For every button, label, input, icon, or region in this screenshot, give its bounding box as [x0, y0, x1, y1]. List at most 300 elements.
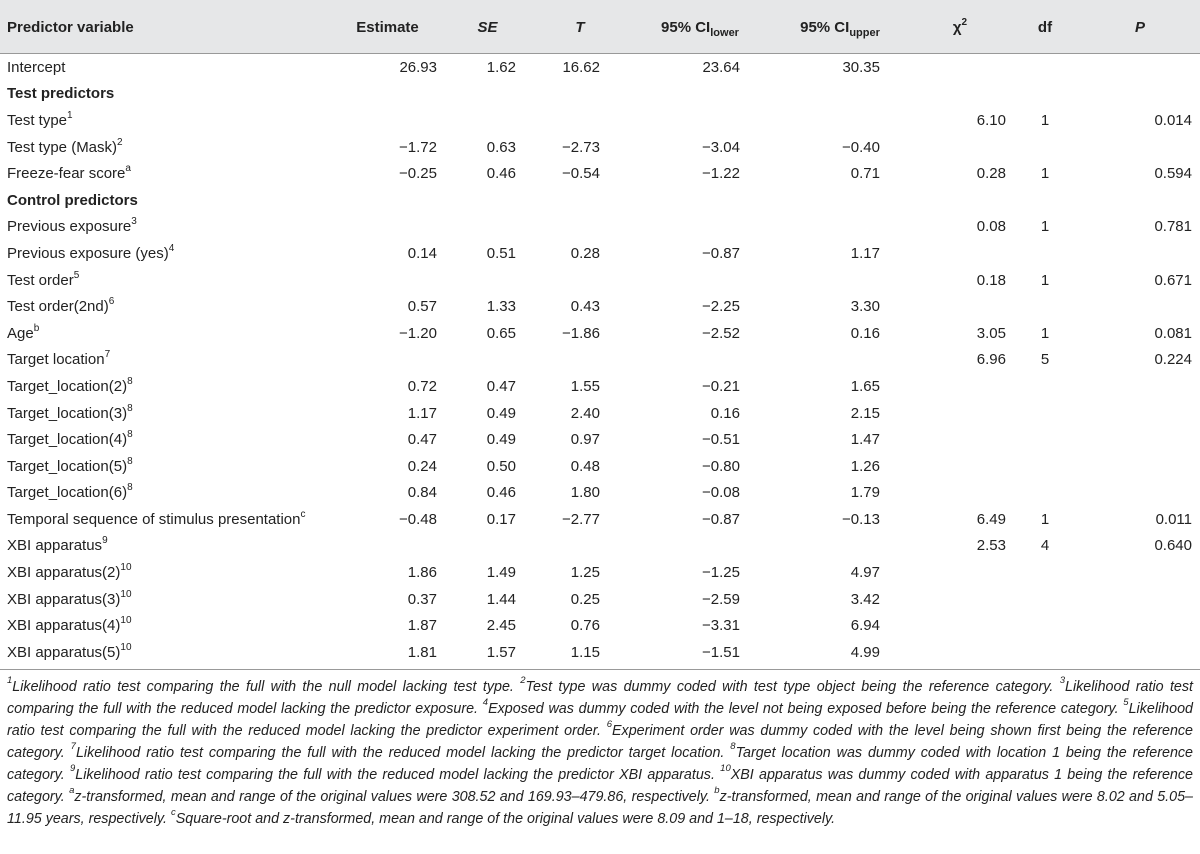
- estimate-cell: −1.20: [399, 324, 437, 342]
- footnote-marker: 8: [730, 741, 736, 753]
- estimate-cell: 1.17: [407, 404, 437, 422]
- estimate-cell: [330, 187, 445, 214]
- estimate-cell: [330, 107, 445, 134]
- df-cell: 1: [1040, 165, 1050, 183]
- ci-lower-cell: −0.21: [702, 377, 740, 395]
- predictor-label: Temporal sequence of stimulus presentation: [7, 510, 301, 528]
- footnote-text: Likelihood ratio test comparing the full with the reduced model lacking the predictor XBI apparatus.: [75, 767, 715, 783]
- chi2-cell: [910, 453, 1010, 480]
- chi2-cell: [910, 586, 1010, 613]
- p-cell: [1080, 293, 1200, 320]
- ci-lower-cell: −0.80: [702, 457, 740, 475]
- footnote-marker: 4: [482, 697, 489, 709]
- predictor-label: XBI apparatus: [7, 537, 103, 555]
- footnote-marker: 1: [7, 675, 13, 687]
- t-cell: 0.48: [570, 457, 600, 475]
- ci-lower-cell: [630, 533, 770, 560]
- footnote-marker: 6: [606, 719, 613, 731]
- p-cell: [1080, 612, 1200, 639]
- se-cell: 1.33: [486, 298, 516, 316]
- se-cell: 0.63: [486, 138, 516, 156]
- chi2-cell: 0.18: [976, 271, 1006, 289]
- chi2-cell: [910, 612, 1010, 639]
- footnote-marker: 10: [120, 562, 132, 574]
- df-cell: [1010, 187, 1080, 214]
- table-row: [0, 533, 1200, 560]
- predictor-cell: [0, 134, 330, 161]
- p-cell: [1080, 586, 1200, 613]
- footnote-text: Likelihood ratio test comparing the full with the null model lacking test type.: [12, 679, 514, 695]
- ci-lower-cell: −1.51: [702, 643, 740, 661]
- predictor-cell: [0, 214, 330, 241]
- footnote-marker: 9: [69, 763, 76, 775]
- df-cell: [1010, 612, 1080, 639]
- table-row: [0, 586, 1200, 613]
- ci-lower-cell: [630, 347, 770, 374]
- ci-upper-cell: 1.79: [850, 484, 880, 502]
- chi2-cell: 0.08: [976, 218, 1006, 236]
- predictor-label: Test order(2nd): [7, 298, 109, 316]
- predictor-label: Target_location(2): [7, 377, 128, 395]
- p-cell: 0.594: [1154, 165, 1192, 183]
- t-cell: 1.80: [570, 484, 600, 502]
- p-cell: 0.011: [1155, 510, 1192, 528]
- footnote-text: Target location was dummy coded with location 1 being the reference category.: [7, 745, 1193, 783]
- df-cell: [1010, 639, 1080, 666]
- predictor-cell: [0, 373, 330, 400]
- se-cell: 0.50: [486, 457, 516, 475]
- ci-lower-cell: [630, 81, 770, 108]
- estimate-cell: −1.72: [399, 138, 437, 156]
- p-cell: [1080, 54, 1200, 81]
- ci-upper-cell: [770, 347, 910, 374]
- estimate-cell: [330, 81, 445, 108]
- t-cell: [530, 267, 630, 294]
- chi2-cell: [910, 240, 1010, 267]
- predictor-label: Freeze-fear score: [7, 165, 126, 183]
- footnote-text: Likelihood ratio test comparing the full with the reduced model lacking the predictor exposure.: [7, 679, 1193, 717]
- section-row: [0, 81, 1200, 108]
- p-cell: [1080, 187, 1200, 214]
- header-chi-main: χ: [952, 18, 962, 36]
- t-cell: 0.25: [570, 590, 600, 608]
- se-cell: 0.46: [486, 484, 516, 502]
- estimate-cell: 0.37: [407, 590, 437, 608]
- predictor-label: Test type: [7, 111, 68, 129]
- p-cell: 0.671: [1154, 271, 1192, 289]
- ci-upper-cell: 1.65: [850, 377, 880, 395]
- footnote-marker: 7: [104, 349, 111, 361]
- se-cell: [445, 214, 530, 241]
- ci-lower-cell: [630, 107, 770, 134]
- t-cell: [530, 214, 630, 241]
- se-cell: [445, 533, 530, 560]
- predictor-cell: [0, 400, 330, 427]
- predictor-cell: [0, 480, 330, 507]
- header-ci-lower-sub: lower: [710, 26, 739, 39]
- t-cell: 0.28: [570, 244, 600, 262]
- t-cell: [530, 347, 630, 374]
- ci-upper-cell: [770, 267, 910, 294]
- predictor-cell: [0, 293, 330, 320]
- t-cell: 1.55: [570, 377, 600, 395]
- se-cell: 1.49: [486, 564, 516, 582]
- df-cell: 1: [1040, 510, 1050, 528]
- footnote-marker: 5: [1123, 697, 1129, 709]
- footnote-marker: 10: [720, 763, 731, 775]
- df-cell: 4: [1040, 537, 1050, 555]
- predictor-label: XBI apparatus(5): [7, 643, 121, 661]
- se-cell: 0.51: [486, 244, 516, 262]
- predictor-label: Target_location(4): [7, 431, 128, 449]
- estimate-cell: [330, 347, 445, 374]
- predictor-cell: [0, 54, 330, 81]
- predictor-cell: [0, 533, 330, 560]
- section-row: [0, 187, 1200, 214]
- table-row: [0, 400, 1200, 427]
- predictor-label: Age: [7, 324, 34, 342]
- se-cell: 1.57: [486, 643, 516, 661]
- footnote-text: z-transformed, mean and range of the original values were 8.02 and 5.05–11.95 years, respectively.: [7, 789, 1193, 827]
- predictor-label: XBI apparatus(3): [7, 590, 121, 608]
- estimate-cell: 0.57: [407, 298, 437, 316]
- table-row: [0, 453, 1200, 480]
- t-cell: [530, 81, 630, 108]
- footnote-marker: 2: [117, 136, 123, 148]
- footnote-text: Likelihood ratio test comparing the full with the reduced model lacking the predictor target location.: [75, 745, 725, 761]
- predictor-label: Control predictors: [7, 191, 138, 209]
- footnote-marker: 1: [67, 109, 73, 121]
- estimate-cell: [330, 214, 445, 241]
- p-cell: 0.781: [1154, 218, 1192, 236]
- ci-upper-cell: [770, 81, 910, 108]
- header-ci-upper: [770, 0, 910, 54]
- predictor-label: Test type (Mask): [7, 138, 118, 156]
- footnote-marker: 10: [120, 588, 132, 600]
- footnote-marker: c: [170, 807, 176, 819]
- chi2-cell: 6.10: [976, 111, 1006, 129]
- t-cell: [530, 533, 630, 560]
- predictor-cell: [0, 267, 330, 294]
- table-row: [0, 267, 1200, 294]
- predictor-cell: [0, 160, 330, 187]
- header-estimate: Estimate: [356, 18, 419, 36]
- df-cell: [1010, 81, 1080, 108]
- predictor-label: Intercept: [7, 58, 66, 76]
- ci-upper-cell: −0.13: [842, 510, 880, 528]
- p-cell: 0.224: [1154, 351, 1192, 369]
- ci-lower-cell: −1.22: [702, 165, 740, 183]
- table-row: [0, 54, 1200, 81]
- predictor-label: Target location: [7, 351, 105, 369]
- ci-upper-cell: 4.97: [850, 564, 880, 582]
- p-cell: [1080, 400, 1200, 427]
- table-row: [0, 293, 1200, 320]
- p-cell: [1080, 240, 1200, 267]
- bottom-rule: [0, 669, 1200, 670]
- estimate-cell: 0.47: [407, 431, 437, 449]
- chi2-cell: 2.53: [976, 537, 1006, 555]
- predictor-cell: [0, 586, 330, 613]
- footnote-marker: 7: [70, 741, 76, 753]
- predictor-label: XBI apparatus(2): [7, 564, 121, 582]
- df-cell: [1010, 240, 1080, 267]
- footnote-marker: 10: [120, 641, 132, 653]
- ci-lower-cell: −3.31: [702, 617, 740, 635]
- estimate-cell: 26.93: [399, 58, 437, 76]
- p-cell: 0.640: [1154, 537, 1192, 555]
- header-row: [0, 0, 1200, 54]
- ci-lower-cell: [630, 187, 770, 214]
- ci-upper-cell: −0.40: [842, 138, 880, 156]
- predictor-cell: [0, 81, 330, 108]
- footnote-marker: 9: [102, 535, 108, 547]
- chi2-cell: [910, 54, 1010, 81]
- predictor-label: Previous exposure (yes): [7, 244, 169, 262]
- predictor-cell: [0, 347, 330, 374]
- estimate-cell: 1.86: [407, 564, 437, 582]
- table-row: [0, 134, 1200, 161]
- predictor-label: Target_location(5): [7, 457, 128, 475]
- p-cell: [1080, 426, 1200, 453]
- se-cell: 2.45: [486, 617, 516, 635]
- header-df: df: [1037, 18, 1053, 36]
- chi2-cell: 0.28: [976, 165, 1006, 183]
- predictor-cell: [0, 107, 330, 134]
- ci-upper-cell: 3.42: [850, 590, 880, 608]
- se-cell: 0.49: [486, 431, 516, 449]
- ci-upper-cell: 6.94: [850, 617, 880, 635]
- df-cell: [1010, 426, 1080, 453]
- se-cell: 0.49: [486, 404, 516, 422]
- t-cell: 0.76: [570, 617, 600, 635]
- table-row: [0, 347, 1200, 374]
- predictor-cell: [0, 187, 330, 214]
- ci-lower-cell: [630, 267, 770, 294]
- predictor-label: XBI apparatus(4): [7, 617, 121, 635]
- df-cell: [1010, 559, 1080, 586]
- chi2-cell: [910, 373, 1010, 400]
- chi2-cell: [910, 293, 1010, 320]
- p-cell: [1080, 134, 1200, 161]
- table-row: [0, 240, 1200, 267]
- predictor-cell: [0, 612, 330, 639]
- t-cell: 16.62: [562, 58, 600, 76]
- footnote-marker: 3: [1059, 675, 1066, 687]
- footnote-marker: b: [33, 322, 40, 334]
- p-cell: [1080, 453, 1200, 480]
- p-cell: 0.081: [1154, 324, 1192, 342]
- t-cell: 0.43: [570, 298, 600, 316]
- table-row: [0, 506, 1200, 533]
- se-cell: 0.65: [486, 324, 516, 342]
- footnote-marker: 2: [520, 675, 526, 687]
- ci-lower-cell: −2.52: [702, 324, 740, 342]
- footnote-marker: 10: [120, 615, 132, 627]
- df-cell: 1: [1040, 271, 1050, 289]
- df-cell: [1010, 453, 1080, 480]
- chi2-cell: [910, 187, 1010, 214]
- footnote-text: Experiment order was dummy coded with the level being shown first being the reference category.: [7, 723, 1193, 761]
- se-cell: [445, 347, 530, 374]
- ci-upper-cell: 30.35: [842, 58, 880, 76]
- chi2-cell: [910, 559, 1010, 586]
- chi2-cell: 3.05: [976, 324, 1006, 342]
- footnote-text: Square-root and z-transformed, mean and range of the original values were 8.09 and 1–18, respectively.: [175, 811, 836, 827]
- ci-lower-cell: −1.25: [702, 564, 740, 582]
- footnote-marker: 8: [127, 482, 133, 494]
- se-cell: 0.17: [486, 510, 516, 528]
- header-ci-upper-main: 95% CI: [800, 18, 850, 36]
- ci-lower-cell: −2.59: [702, 590, 740, 608]
- estimate-cell: 1.81: [407, 643, 437, 661]
- ci-upper-cell: [770, 107, 910, 134]
- ci-upper-cell: 3.30: [850, 298, 880, 316]
- table-row: [0, 214, 1200, 241]
- ci-lower-cell: −0.87: [702, 510, 740, 528]
- footnote-text: XBI apparatus was dummy coded with apparatus 1 being the reference category.: [7, 767, 1193, 805]
- p-cell: [1080, 559, 1200, 586]
- t-cell: [530, 187, 630, 214]
- footnote-text: Exposed was dummy coded with the level not being exposed before being the reference category.: [488, 701, 1119, 717]
- footnote-text: Likelihood ratio test comparing the full with the reduced model lacking the predictor experiment order.: [7, 701, 1193, 739]
- estimate-cell: [330, 267, 445, 294]
- footnote-marker: 8: [127, 429, 133, 441]
- predictor-cell: [0, 506, 330, 533]
- ci-upper-cell: 1.17: [850, 244, 880, 262]
- t-cell: 1.15: [570, 643, 600, 661]
- df-cell: [1010, 293, 1080, 320]
- header-ci-upper-sub: upper: [849, 26, 880, 39]
- table-row: [0, 426, 1200, 453]
- chi2-cell: [910, 639, 1010, 666]
- footnote-marker: 6: [108, 296, 115, 308]
- ci-upper-cell: 2.15: [850, 404, 880, 422]
- table-footnote: [7, 676, 1193, 830]
- header-p: P: [1134, 18, 1145, 36]
- predictor-cell: [0, 453, 330, 480]
- table-row: [0, 612, 1200, 639]
- predictor-label: Test predictors: [7, 85, 115, 103]
- predictor-label: Previous exposure: [7, 218, 132, 236]
- estimate-cell: 0.24: [407, 457, 437, 475]
- predictor-label: Target_location(6): [7, 484, 128, 502]
- footnote-marker: 4: [168, 242, 175, 254]
- chi2-cell: [910, 134, 1010, 161]
- df-cell: [1010, 134, 1080, 161]
- estimate-cell: −0.48: [399, 510, 437, 528]
- p-cell: 0.014: [1154, 111, 1192, 129]
- header-predictor: Predictor variable: [7, 18, 134, 36]
- ci-upper-cell: [770, 187, 910, 214]
- header-ci-lower: [630, 0, 770, 54]
- estimate-cell: 0.14: [407, 244, 437, 262]
- table-row: [0, 107, 1200, 134]
- ci-upper-cell: 1.26: [850, 457, 880, 475]
- predictor-label: Test order: [7, 271, 74, 289]
- footnote-marker: 3: [131, 216, 137, 228]
- table-row: [0, 160, 1200, 187]
- t-cell: −2.77: [562, 510, 600, 528]
- header-ci-lower-main: 95% CI: [661, 18, 711, 36]
- se-cell: 0.47: [486, 377, 516, 395]
- ci-lower-cell: [630, 214, 770, 241]
- se-cell: 1.44: [486, 590, 516, 608]
- footnote-marker: 8: [127, 402, 133, 414]
- predictor-cell: [0, 426, 330, 453]
- se-cell: [445, 267, 530, 294]
- ci-lower-cell: −0.51: [702, 431, 740, 449]
- p-cell: [1080, 639, 1200, 666]
- estimate-cell: 0.84: [407, 484, 437, 502]
- ci-lower-cell: −0.08: [702, 484, 740, 502]
- chi2-cell: 6.96: [976, 351, 1006, 369]
- table-row: [0, 373, 1200, 400]
- ci-upper-cell: 4.99: [850, 643, 880, 661]
- t-cell: 1.25: [570, 564, 600, 582]
- ci-upper-cell: 0.71: [850, 165, 880, 183]
- df-cell: [1010, 373, 1080, 400]
- table-row: [0, 320, 1200, 347]
- table-row: [0, 639, 1200, 666]
- chi2-cell: [910, 480, 1010, 507]
- se-cell: [445, 81, 530, 108]
- footnote-marker: 8: [127, 375, 133, 387]
- footnote-text: Test type was dummy coded with test type object being the reference category.: [525, 679, 1054, 695]
- footnote-text: z-transformed, mean and range of the original values were 308.52 and 169.93–479.86, respectively.: [74, 789, 710, 805]
- df-cell: [1010, 480, 1080, 507]
- t-cell: 0.97: [570, 431, 600, 449]
- p-cell: [1080, 81, 1200, 108]
- ci-lower-cell: −2.25: [702, 298, 740, 316]
- estimate-cell: 0.72: [407, 377, 437, 395]
- ci-lower-cell: 0.16: [710, 404, 740, 422]
- footnote-marker: 8: [127, 455, 133, 467]
- table-row: [0, 480, 1200, 507]
- predictor-cell: [0, 559, 330, 586]
- chi2-cell: 6.49: [976, 510, 1006, 528]
- df-cell: 5: [1040, 351, 1050, 369]
- footnote-marker: b: [714, 785, 720, 797]
- t-cell: [530, 107, 630, 134]
- df-cell: [1010, 586, 1080, 613]
- footnote-marker: a: [125, 163, 131, 175]
- t-cell: −1.86: [562, 324, 600, 342]
- se-cell: 0.46: [486, 165, 516, 183]
- p-cell: [1080, 373, 1200, 400]
- table-row: [0, 559, 1200, 586]
- estimate-cell: −0.25: [399, 165, 437, 183]
- ci-upper-cell: [770, 214, 910, 241]
- ci-lower-cell: −3.04: [702, 138, 740, 156]
- ci-upper-cell: 0.16: [850, 324, 880, 342]
- header-chi2: [910, 0, 1010, 54]
- header-t: T: [575, 18, 585, 36]
- se-cell: [445, 107, 530, 134]
- header-chi-sup: 2: [961, 16, 968, 28]
- chi2-cell: [910, 81, 1010, 108]
- df-cell: [1010, 54, 1080, 81]
- estimate-cell: 1.87: [407, 617, 437, 635]
- predictor-cell: [0, 320, 330, 347]
- predictor-cell: [0, 639, 330, 666]
- t-cell: 2.40: [570, 404, 600, 422]
- ci-upper-cell: 1.47: [850, 431, 880, 449]
- t-cell: −2.73: [562, 138, 600, 156]
- predictor-label: Target_location(3): [7, 404, 128, 422]
- table-body: [0, 54, 1200, 666]
- df-cell: 1: [1040, 111, 1050, 129]
